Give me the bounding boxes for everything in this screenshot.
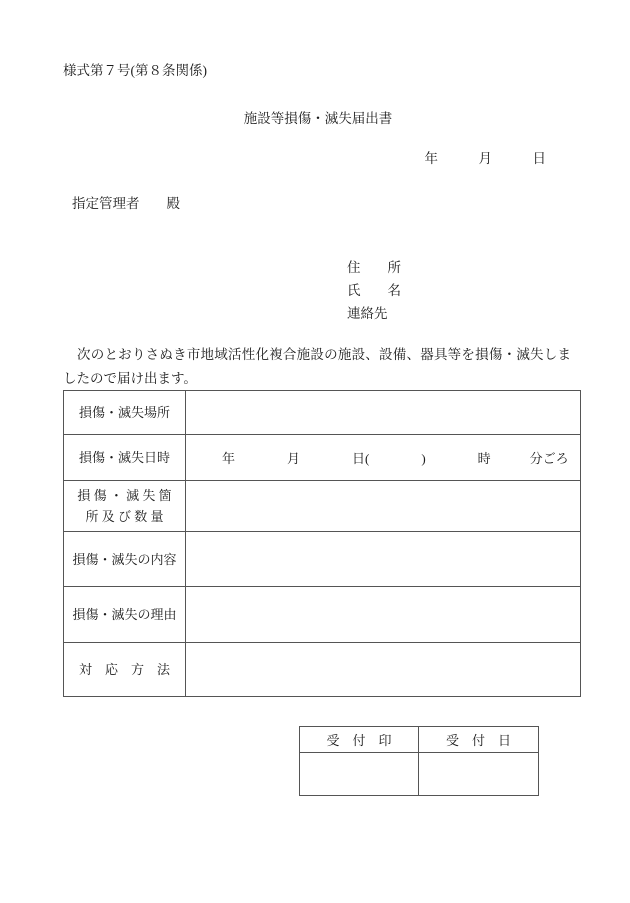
row-label-response-method xyxy=(64,643,186,697)
receipt-body-row xyxy=(300,753,539,796)
table-row xyxy=(64,587,581,643)
applicant-address-label: 住 所 xyxy=(347,260,401,275)
row-label-line1: 損傷・滅失の理由 xyxy=(72,607,177,622)
row-label-line1: 損傷・滅失日時 xyxy=(78,450,170,465)
page-title: 施設等損傷・滅失届出書 xyxy=(243,111,393,126)
row-value-damage-location[interactable] xyxy=(186,391,581,435)
row-label-damage-datetime xyxy=(64,435,186,481)
table-row xyxy=(64,643,581,697)
receipt-stamp-header: 受 付 印 xyxy=(300,727,419,753)
row-label-damage-location xyxy=(64,391,186,435)
body-paragraph: 次のとおりさぬき市地域活性化複合施設の施設、設備、器具等を損傷・滅失しましたので届け出ます。 xyxy=(63,347,571,386)
row-label-damage-details xyxy=(64,532,186,587)
receipt-date-cell[interactable] xyxy=(419,753,539,796)
row-label-line1: 損傷・滅失の内容 xyxy=(72,551,177,567)
row-value-damage-parts-quantity[interactable] xyxy=(186,481,581,532)
form-code-label: 様式第７号(第８条関係) xyxy=(63,63,207,78)
table-row xyxy=(64,391,581,435)
row-label-damage-parts-quantity xyxy=(64,481,186,532)
row-label-line2: 所 及 び 数 量 xyxy=(85,509,164,524)
damage-report-table xyxy=(63,390,581,697)
receipt-stamp-table xyxy=(299,726,539,796)
table-row xyxy=(64,435,581,481)
row-value-damage-details[interactable] xyxy=(186,532,581,587)
applicant-contact-label: 連絡先 xyxy=(347,306,388,321)
row-value-response-method[interactable] xyxy=(186,643,581,697)
applicant-block xyxy=(347,256,401,325)
addressee-label: 指定管理者 殿 xyxy=(72,196,180,211)
date-line: 年 月 日 xyxy=(424,151,546,166)
row-label-line1: 損 傷 ・ 滅 失 箇 xyxy=(77,488,172,503)
receipt-stamp-cell[interactable] xyxy=(300,753,419,796)
applicant-name-label: 氏 名 xyxy=(347,283,401,298)
receipt-date-header: 受 付 日 xyxy=(419,727,539,753)
row-label-line1: 対 応 方 法 xyxy=(78,662,170,677)
row-label-line1: 損傷・滅失場所 xyxy=(78,405,170,420)
table-row xyxy=(64,481,581,532)
row-value-damage-datetime[interactable]: 年 月 日( ) 時 分ごろ xyxy=(186,435,581,481)
receipt-header-row xyxy=(300,727,539,753)
table-row xyxy=(64,532,581,587)
row-value-damage-reason[interactable] xyxy=(186,587,581,643)
row-label-damage-reason xyxy=(64,587,186,643)
